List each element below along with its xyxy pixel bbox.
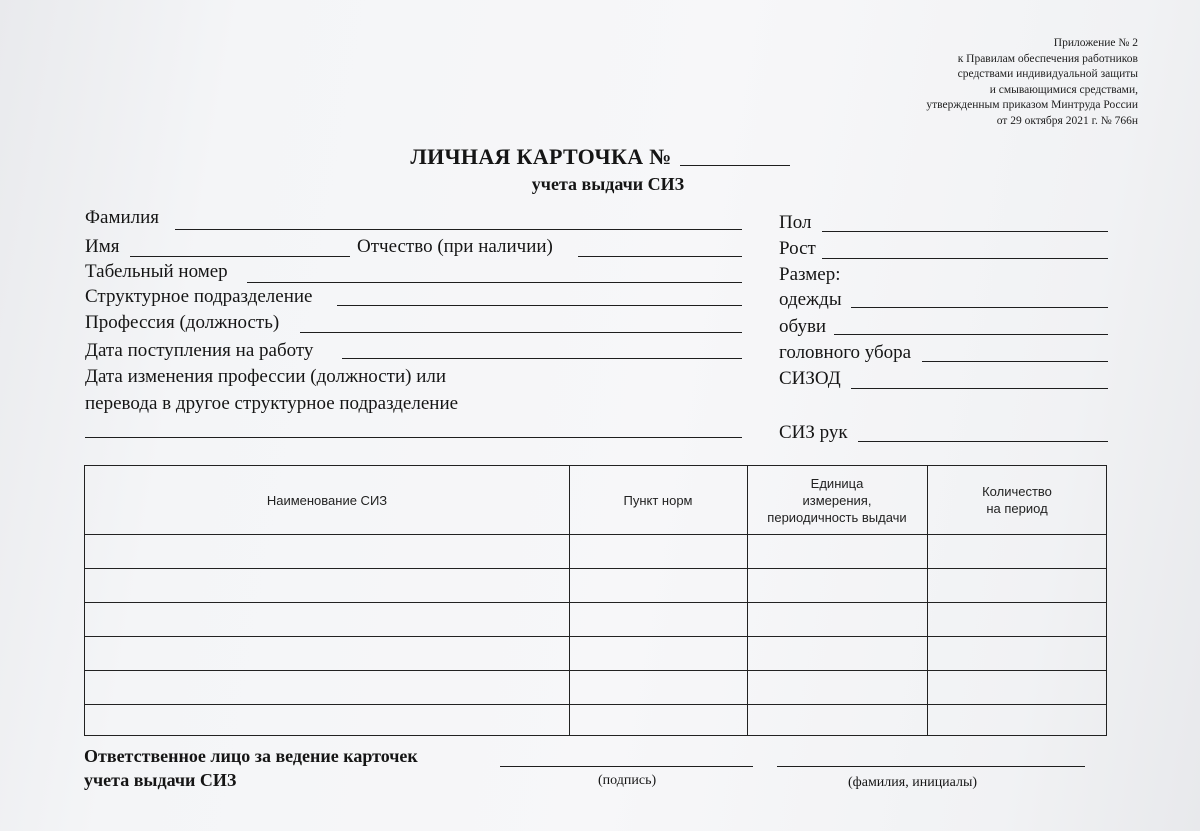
- appendix-note: [798, 36, 1138, 129]
- profession-label: Профессия (должность): [85, 312, 280, 333]
- header-ppe-name: Наименование СИЗ: [266, 492, 388, 508]
- tab-number-field[interactable]: [247, 282, 742, 283]
- gloves-field[interactable]: [858, 441, 1108, 442]
- signature-field[interactable]: [500, 766, 753, 767]
- header-quantity: Количество на период: [982, 484, 1052, 516]
- height-field[interactable]: [822, 258, 1108, 259]
- sizod-field[interactable]: [851, 388, 1108, 389]
- clothes-label: одежды: [779, 289, 842, 310]
- change-date-label: Дата изменения профессии (должности) или: [85, 366, 447, 387]
- hire-date-field[interactable]: [342, 358, 742, 359]
- patronymic-field[interactable]: [578, 256, 742, 257]
- fullname-field[interactable]: [777, 766, 1085, 767]
- appendix-line: и смывающимися средствами,: [989, 83, 1138, 96]
- table-row[interactable]: [85, 603, 1106, 636]
- size-label: Размер:: [779, 264, 841, 285]
- height-label: Рост: [779, 238, 816, 259]
- headwear-label: головного убора: [779, 342, 912, 363]
- sizod-label: СИЗОД: [779, 368, 841, 389]
- fullname-hint: (фамилия, инициалы): [848, 775, 978, 790]
- headwear-field[interactable]: [922, 361, 1108, 362]
- name-label: Имя: [85, 236, 120, 257]
- shoes-field[interactable]: [834, 334, 1108, 335]
- header-norm-item: Пункт норм: [623, 492, 693, 508]
- header-unit-period: Единица измерения, периодичность выдачи: [767, 475, 907, 525]
- appendix-line: утвержденным приказом Минтруда России: [926, 99, 1138, 111]
- appendix-line: средствами индивидуальной защиты: [957, 68, 1138, 80]
- shoes-label: обуви: [779, 316, 827, 337]
- department-field[interactable]: [337, 305, 742, 306]
- responsible-label: Ответственное лицо за ведение карточек: [84, 746, 418, 766]
- table-row[interactable]: [85, 705, 1106, 735]
- sex-field[interactable]: [822, 231, 1108, 232]
- ppe-table: [84, 465, 1107, 736]
- sex-label: Пол: [779, 212, 812, 233]
- department-label: Структурное подразделение: [85, 286, 313, 307]
- gloves-label: СИЗ рук: [779, 422, 848, 443]
- title-text: ЛИЧНАЯ КАРТОЧКА №: [410, 144, 672, 169]
- appendix-line: от 29 октября 2021 г. № 766н: [996, 114, 1138, 127]
- table-row[interactable]: [85, 569, 1106, 602]
- tab-number-label: Табельный номер: [85, 261, 228, 282]
- clothes-field[interactable]: [851, 307, 1108, 308]
- table-row[interactable]: [85, 637, 1106, 670]
- table-row[interactable]: [85, 671, 1106, 704]
- appendix-line: Приложение № 2: [1053, 37, 1138, 49]
- change-date-label-cont: перевода в другое структурное подразделение: [85, 393, 459, 414]
- patronymic-label: Отчество (при наличии): [357, 236, 553, 257]
- page-title: [0, 144, 1200, 170]
- surname-label: Фамилия: [85, 207, 160, 228]
- surname-field[interactable]: [175, 229, 742, 230]
- appendix-line: к Правилам обеспечения работников: [957, 52, 1138, 65]
- table-row[interactable]: [85, 535, 1106, 568]
- card-number-field[interactable]: [680, 145, 790, 166]
- page-subtitle: учета выдачи СИЗ: [531, 174, 685, 194]
- profession-field[interactable]: [300, 332, 742, 333]
- responsible-label-cont: учета выдачи СИЗ: [84, 770, 237, 790]
- change-date-field[interactable]: [85, 437, 742, 438]
- hire-date-label: Дата поступления на работу: [85, 340, 314, 361]
- signature-hint: (подпись): [598, 773, 657, 788]
- name-field[interactable]: [130, 256, 350, 257]
